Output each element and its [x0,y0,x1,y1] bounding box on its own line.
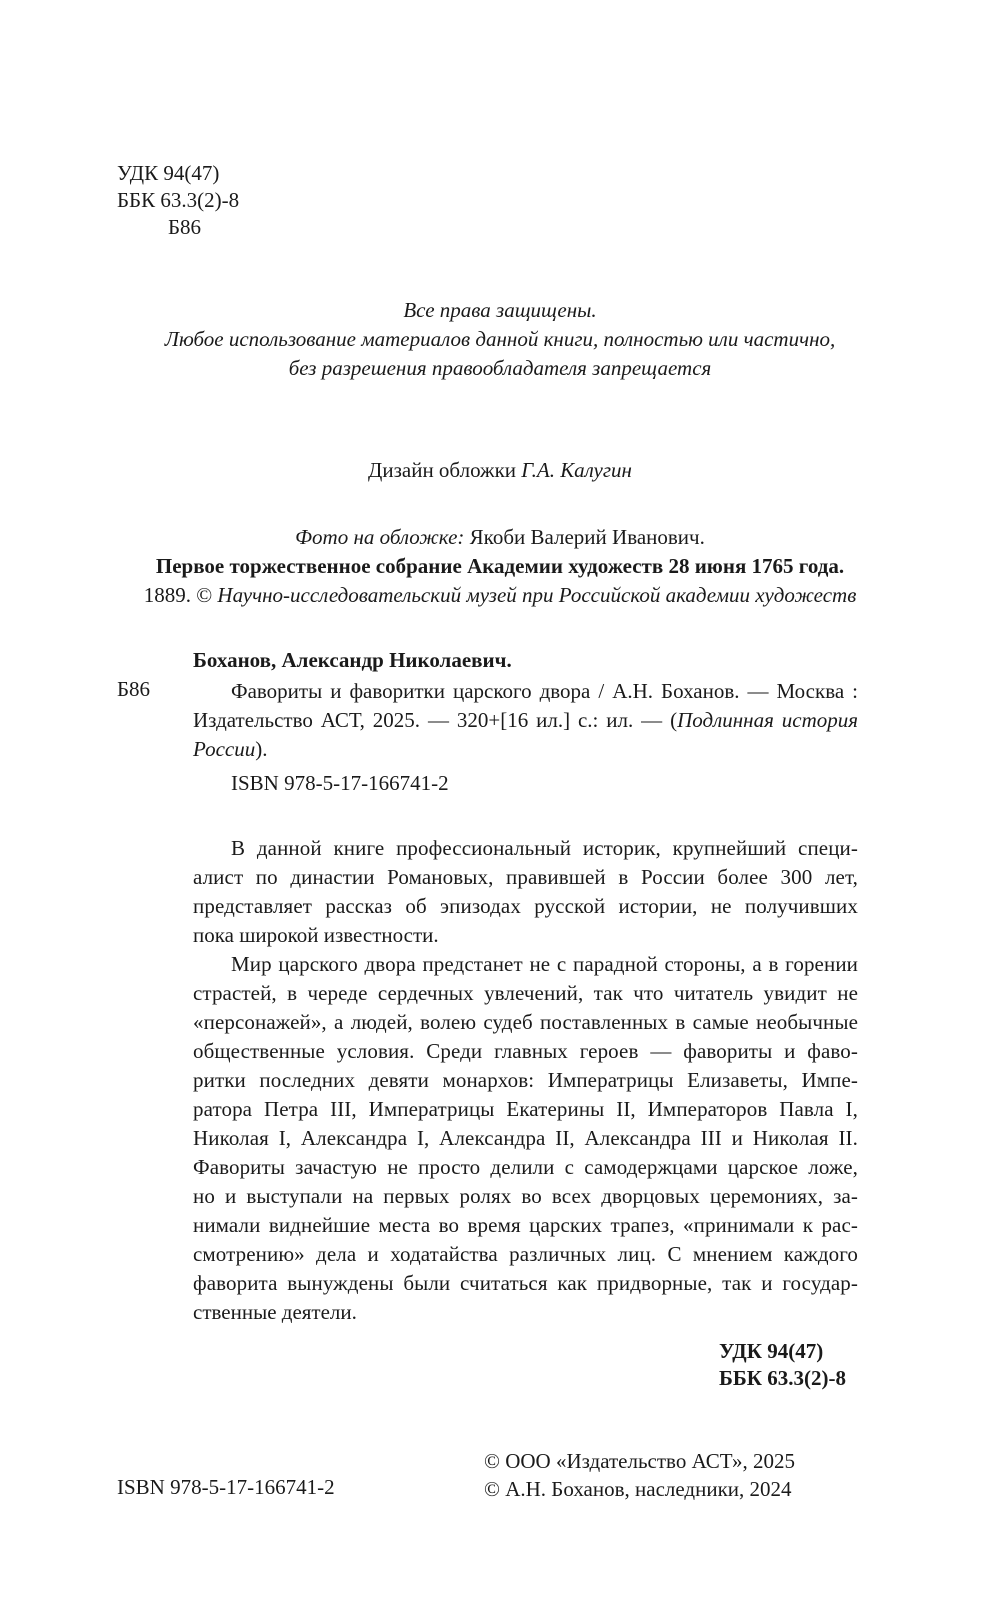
cover-photo-label: Фото на обложке: [295,525,465,549]
bib-series-close: ). [255,737,268,761]
classification-bottom [719,1338,846,1392]
annotation-line: но и выступали на первых ролях во всех дворцовых церемониях, за- [193,1184,858,1208]
bib-line [193,706,858,735]
bib-description [193,677,858,764]
annotation-line: страстей, в череде сердечных увлечений, так что читатель увидит не [193,981,858,1005]
bib-author: Боханов, Александр Николаевич. [193,648,512,672]
cover-photo-credit [0,523,1000,610]
annotation-paragraph [193,950,858,1327]
annotation-line: общественные условия. Среди главных героев — фавориты и фаво- [193,1039,858,1063]
cover-designer-name: Г.А. Калугин [521,458,632,482]
annotation-line: ратора Петра III, Императрицы Екатерины II, Императоров Павла I, [193,1097,858,1121]
bib-publisher: Издательство АСТ, 2025. — 320+[16 ил.] с.: ил. — ( [193,708,678,732]
rights-line: без разрешения правообладателя запрещается [288,356,712,380]
annotation-line: ритки последних девяти монархов: Императрицы Елизаветы, Импе- [193,1068,858,1092]
annotation-line: пока широкой известности. [193,923,439,947]
copyright-publisher: © ООО «Издательство АСТ», 2025 [484,1449,795,1473]
copyright-block [484,1447,795,1503]
bbk-code-bottom: ББК 63.3(2)-8 [719,1366,846,1390]
bib-author-sign: Б86 [117,677,151,701]
bib-series-cont: России [193,737,256,761]
annotation-line: представляет рассказ об эпизодах русской истории, не получивших [193,894,858,918]
annotation-line: фаворита вынуждены были считаться как придворные, так и государ- [193,1271,858,1295]
udk-code-bottom: УДК 94(47) [719,1339,824,1363]
bib-line [193,735,858,764]
rights-notice [0,296,1000,383]
painting-title: Первое торжественное собрание Академии художеств 28 июня 1765 года. [155,554,845,578]
annotation-line: нимали виднейшие места во время царских трапез, «принимали к рас- [193,1213,858,1237]
annotation-paragraph [193,834,858,950]
author-sign: Б86 [168,215,202,239]
copyright-author: © А.Н. Боханов, наследники, 2024 [484,1477,792,1501]
annotation-line: смотрению» дела и ходатайства различных лиц. С мнением каждого [193,1242,858,1266]
udk-code: УДК 94(47) [117,161,220,185]
painting-year: 1889. © [143,583,218,607]
annotation-line: «персонажей», а людей, волею судеб поставленных в самые необычные [193,1010,858,1034]
rights-line: Любое использование материалов данной книги, полностью или частично, [164,327,836,351]
cover-design-label: Дизайн обложки [368,458,522,482]
annotation-line: алист по династии Романовых, правившей в России более 300 лет, [193,865,858,889]
painter-name: Якоби Валерий Иванович. [464,525,705,549]
painting-source: Научно-исследовательский музей при Российской академии художеств [217,583,857,607]
cover-design-credit [0,458,1000,483]
rights-line: Все права защищены. [403,298,597,322]
annotation-line: ственные деятели. [193,1300,357,1324]
annotation [193,834,858,1327]
annotation-line: Мир царского двора предстанет не с парадной стороны, а в горении [231,952,858,976]
bib-line: Фавориты и фаворитки царского двора / А.Н. Боханов. — Москва : [231,679,858,703]
classification-top [117,160,239,241]
annotation-line: Фавориты зачастую не просто делили с самодержцами царское ложе, [193,1155,858,1179]
annotation-line: Николая I, Александра I, Александра II, Александра III и Николая II. [193,1126,858,1150]
bib-isbn: ISBN 978-5-17-166741-2 [231,771,449,795]
bib-series: Подлинная история [677,708,859,732]
footer-isbn: ISBN 978-5-17-166741-2 [117,1475,335,1499]
annotation-line: В данной книге профессиональный историк, крупнейший специ- [231,836,858,860]
bbk-code: ББК 63.3(2)-8 [117,188,240,212]
